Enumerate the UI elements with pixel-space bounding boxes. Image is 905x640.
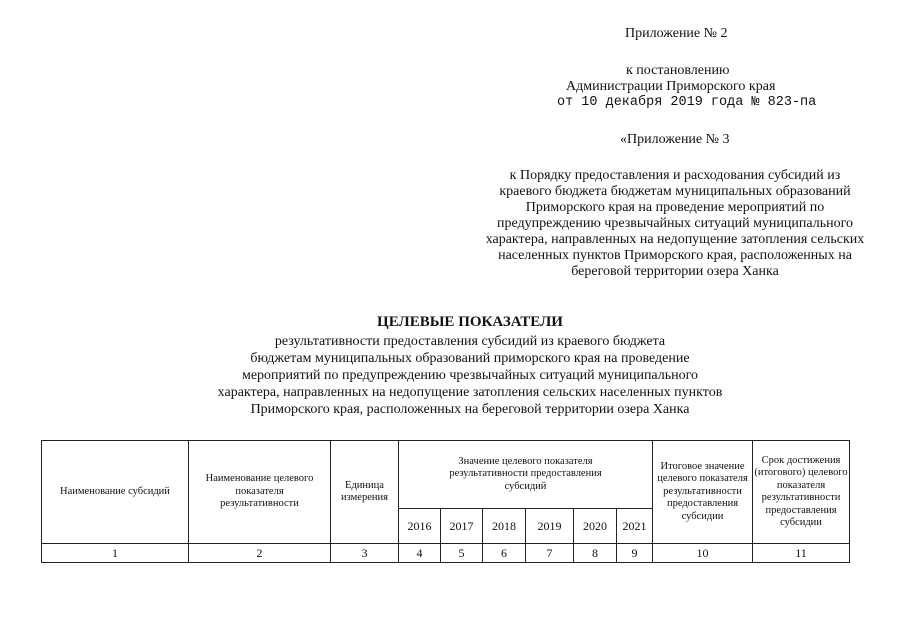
document-subtitle-line: результативности предоставления субсидий из краевого бюджета (274, 334, 666, 349)
appendix-title: Приложение № 2 (625, 26, 728, 41)
year-header-cell: 2019 (526, 509, 574, 544)
document-subtitle-line: характера, направленных на недопущение затопления сельских населенных пунктов (217, 385, 723, 400)
inner-appendix-line: краевого бюджета бюджетам муниципальных образований (499, 184, 851, 199)
column-number-cell: 1 (42, 544, 189, 563)
year-header-cell: 2017 (441, 509, 483, 544)
header-unit: Единица измерения (331, 441, 399, 544)
resolution-date-number: от 10 декабря 2019 года № 823-па (557, 95, 817, 110)
year-header-cell: 2016 (399, 509, 441, 544)
document-subtitle-line: бюджетам муниципальных образований приморского края на проведение (250, 351, 690, 366)
indicators-table (41, 440, 850, 563)
column-number-cell: 11 (753, 544, 850, 563)
inner-appendix-title: «Приложение № 3 (620, 132, 730, 147)
inner-appendix-line: характера, направленных на недопущение затопления сельских (485, 232, 865, 247)
inner-appendix-line: к Порядку предоставления и расходования субсидий из (509, 168, 841, 183)
year-header-cell: 2018 (483, 509, 526, 544)
column-number-cell: 8 (574, 544, 617, 563)
year-header-cell: 2020 (574, 509, 617, 544)
administration-name: Администрации Приморского края (566, 79, 776, 94)
header-indicator-values: Значение целевого показателя результативности предоставления субсидий (399, 441, 653, 509)
inner-appendix-line: населенных пунктов Приморского края, расположенных на (498, 248, 852, 263)
column-number-cell: 4 (399, 544, 441, 563)
inner-appendix-line: Приморского края на проведение мероприятий по (525, 200, 825, 215)
column-number-cell: 7 (526, 544, 574, 563)
document-subtitle-line: Приморского края, расположенных на береговой территории озера Ханка (250, 402, 690, 417)
document-subtitle-line: мероприятий по предупреждению чрезвычайных ситуаций муниципального (241, 368, 699, 383)
header-final-value: Итоговое значение целевого показателя результативности предоставления субсидии (653, 441, 753, 544)
column-number-cell: 9 (617, 544, 653, 563)
inner-appendix-line: предупреждению чрезвычайных ситуаций муниципального (497, 216, 853, 231)
column-number-cell: 2 (189, 544, 331, 563)
column-number-cell: 5 (441, 544, 483, 563)
year-header-cell: 2021 (617, 509, 653, 544)
header-subsidy-name: Наименование субсидий (42, 441, 189, 544)
column-number-cell: 3 (331, 544, 399, 563)
resolution-reference: к постановлению (626, 63, 730, 78)
inner-appendix-line: береговой территории озера Ханка (571, 264, 779, 279)
document-title: ЦЕЛЕВЫЕ ПОКАЗАТЕЛИ (377, 314, 563, 330)
header-indicator-name: Наименование целевого показателя результативности (189, 441, 331, 544)
column-number-cell: 6 (483, 544, 526, 563)
header-achievement-deadline: Срок достижения (итогового) целевого показателя результативности предоставления субсидии (753, 441, 850, 544)
column-number-cell: 10 (653, 544, 753, 563)
